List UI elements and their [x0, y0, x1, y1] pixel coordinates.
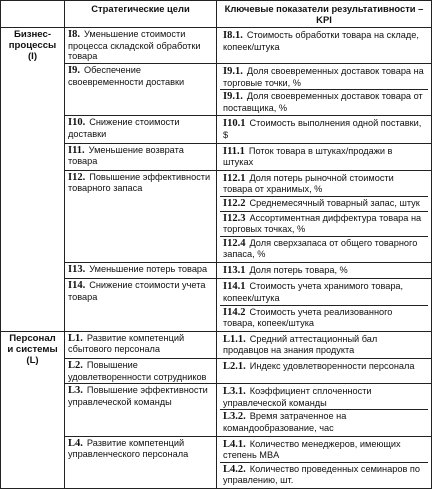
kpi-list	[220, 117, 428, 141]
kpi-list	[220, 333, 428, 357]
kpi-code: I8.1.	[223, 30, 243, 42]
kpi-cell	[217, 63, 432, 115]
kpi-code: I9.1.	[223, 65, 243, 77]
table-row	[1, 331, 432, 358]
kpi-item	[220, 117, 428, 141]
kpi-item	[220, 438, 428, 463]
table-row	[1, 279, 432, 331]
kpi-text: Стоимость обработки товара на складе, копеек/штука	[223, 30, 419, 52]
kpi-item	[220, 90, 428, 115]
kpi-code: L3.1.	[223, 386, 246, 398]
kpi-cell	[217, 331, 432, 358]
kpi-code: I12.2	[223, 197, 246, 209]
goal-cell	[65, 143, 217, 170]
goal-code: I10.	[68, 117, 86, 129]
kpi-text: Стоимость учета реализованного товара, копеек/штука	[223, 306, 393, 329]
kpi-code: L3.2.	[223, 411, 246, 423]
kpi-item	[220, 333, 428, 357]
kpi-list	[220, 65, 428, 114]
kpi-text: Среднемесячный товарный запас, штук	[249, 197, 420, 208]
section-label: Бизнес- процессы (I)	[1, 28, 65, 332]
kpi-cell	[217, 28, 432, 64]
goal-text: Уменьшение возврата товара	[68, 144, 184, 167]
goal-code: L3.	[68, 385, 83, 397]
goal-cell	[65, 279, 217, 331]
kpi-item	[220, 196, 428, 211]
table-row	[1, 116, 432, 143]
goal-text: Повышение эффективности управлеческой команды	[68, 385, 208, 407]
goal-code: I14.	[68, 280, 86, 292]
goal-text: Развитие компетенций сбытового персонала	[68, 332, 185, 355]
table-row	[1, 359, 432, 384]
kpi-text: Коэффициент сплоченности управлеческой команды	[223, 386, 372, 408]
goal-text: Снижение стоимости учета товара	[68, 280, 206, 303]
kpi-cell	[217, 116, 432, 143]
kpi-code: L4.1.	[223, 438, 246, 450]
kpi-code: I14.1	[223, 281, 246, 293]
kpi-code: I12.1	[223, 172, 246, 184]
kpi-cell	[217, 384, 432, 436]
kpi-text: Доля своевременных доставок товара от поставщика, %	[223, 91, 423, 113]
kpi-code: I10.1	[223, 118, 246, 130]
table-row	[1, 384, 432, 436]
goal-text: Уменьшение потерь товара	[89, 263, 208, 274]
kpi-list	[220, 145, 428, 169]
kpi-text: Время затраченное на командообразование, час	[223, 411, 347, 433]
kpi-text: Количество менеджеров, имеющих степень MBA	[223, 438, 401, 461]
goal-text: Развитие компетенций управленческого персонала	[68, 437, 189, 460]
kpi-cell	[217, 436, 432, 488]
table-header-row	[1, 1, 432, 28]
kpi-text: Количество проведенных семинаров по управлению, шт.	[223, 463, 420, 486]
kpi-item	[220, 305, 428, 330]
section-label: Персонал и системы (L)	[1, 331, 65, 488]
goal-cell	[65, 359, 217, 384]
kpi-text: Средний аттестационный бал продавцов на знания продукта	[223, 333, 378, 356]
kpi-list	[220, 29, 428, 53]
goal-code: L1.	[68, 332, 83, 344]
kpi-code: I12.3	[223, 212, 246, 224]
kpi-code: L1.1.	[223, 333, 246, 345]
table-row	[1, 262, 432, 279]
kpi-code: I14.2	[223, 306, 246, 318]
goal-text: Повышение эффективности товарного запаса	[68, 171, 211, 194]
goal-code: I13.	[68, 263, 86, 275]
header-goals: Стратегические цели	[65, 1, 217, 28]
kpi-text: Стоимость учета хранимого товара, копеек/штука	[223, 281, 404, 304]
goal-cell	[65, 116, 217, 143]
kpi-list	[220, 385, 428, 434]
goal-text: Уменьшение стоимости процесса складской обработки товара	[68, 29, 201, 62]
table-row	[1, 63, 432, 115]
goal-cell	[65, 28, 217, 64]
goal-cell	[65, 436, 217, 488]
header-kpi: Ключевые показатели результативности – KPI	[217, 1, 432, 28]
kpi-cell	[217, 359, 432, 384]
kpi-list	[220, 438, 428, 487]
kpi-item	[220, 172, 428, 197]
goal-cell	[65, 170, 217, 262]
table-row	[1, 143, 432, 170]
kpi-code: L4.2.	[223, 463, 246, 475]
kpi-text: Доля сверхзапаса от общего товарного запаса, %	[223, 237, 418, 260]
goal-code: I12.	[68, 171, 86, 183]
kpi-code: I13.1	[223, 264, 246, 276]
kpi-list	[220, 280, 428, 329]
kpi-list	[220, 264, 428, 278]
goal-code: I8.	[68, 29, 80, 41]
goal-text: Повышение удовлетворенности сотрудников	[68, 360, 207, 382]
table-row	[1, 436, 432, 488]
kpi-item	[220, 264, 428, 278]
kpi-item	[220, 145, 428, 169]
kpi-text: Доля потерь товара, %	[249, 264, 348, 275]
goal-text: Снижение стоимости доставки	[68, 117, 180, 139]
goal-code: L2.	[68, 360, 83, 372]
goal-cell	[65, 262, 217, 279]
kpi-cell	[217, 143, 432, 170]
kpi-item	[220, 29, 428, 53]
kpi-item	[220, 410, 428, 435]
kpi-text: Поток товара в штуках/продажи в штуках	[223, 145, 393, 168]
table-row	[1, 28, 432, 64]
table-row	[1, 170, 432, 262]
table-body	[1, 28, 432, 489]
goal-cell	[65, 63, 217, 115]
kpi-item	[220, 236, 428, 261]
header-section-cell	[1, 1, 65, 28]
kpi-item	[220, 385, 428, 410]
kpi-text: Индекс удовлетворенности персонала	[249, 361, 415, 372]
goal-cell	[65, 384, 217, 436]
kpi-cell	[217, 262, 432, 279]
goal-code: L4.	[68, 437, 83, 449]
goal-code: I9.	[68, 64, 80, 76]
kpi-item	[220, 65, 428, 90]
goal-code: I11.	[68, 144, 85, 156]
goal-cell	[65, 331, 217, 358]
kpi-text: Стоимость выполнения одной поставки, $	[223, 118, 422, 140]
kpi-item	[220, 211, 428, 236]
kpi-cell	[217, 279, 432, 331]
kpi-list	[220, 360, 428, 374]
kpi-item	[220, 280, 428, 305]
kpi-list	[220, 172, 428, 261]
kpi-code: I9.1.	[223, 91, 243, 103]
kpi-item	[220, 462, 428, 487]
kpi-item	[220, 360, 428, 374]
kpi-text: Доля своевременных доставок товара на торговые точки, %	[223, 65, 424, 88]
kpi-code: I12.4	[223, 237, 246, 249]
kpi-text: Доля потерь рыночной стоимости товара от хранимых, %	[223, 172, 394, 195]
goal-text: Обеспечение своевременности доставки	[68, 64, 185, 87]
kpi-code: L2.1.	[223, 361, 246, 373]
kpi-text: Ассортиментная диффектура товара на торговых точках, %	[223, 212, 422, 235]
kpi-cell	[217, 170, 432, 262]
kpi-code: I11.1	[223, 145, 245, 157]
